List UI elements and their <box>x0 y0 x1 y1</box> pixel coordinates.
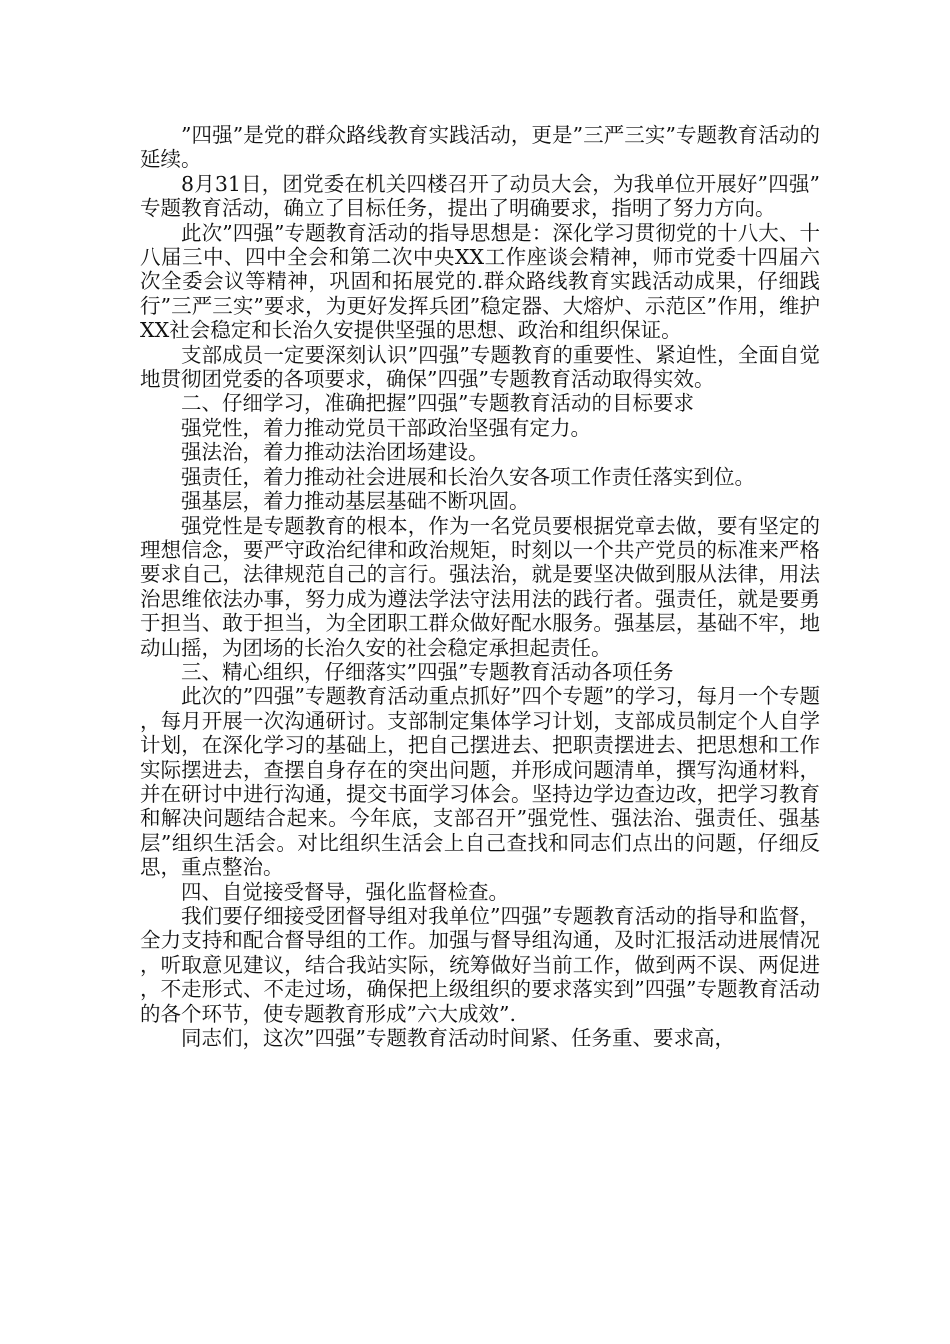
paragraph-10: 强党性是专题教育的根本，作为一名党员要根据党章去做，要有坚定的理想信念，要严守政治纪律和政治规矩，时刻以一个共产党员的标准来严格要求自己，法律规范自己的言行。强法治，就是要坚决做到服从法律，用法治思维依法办事，努力成为遵法学法守法用法的践行者。强责任，就是要勇于担当、敢于担当，为全团职工群众做好配水服务。强基层，基础不牢，地动山摇，为团场的长治久安的社会稳定承担起责任。 <box>140 513 820 660</box>
paragraph-3: 此次”四强”专题教育活动的指导思想是：深化学习贯彻党的十八大、十八届三中、四中全会和第二次中央XX工作座谈会精神，师市党委十四届六次全委会议等精神，巩固和拓展党的.群众路线教育实践活动成果，仔细践行”三严三实”要求，为更好发挥兵团”稳定器、大熔炉、示范区”作用，维护XX社会稳定和长治久安提供坚强的思想、政治和组织保证。 <box>140 220 820 343</box>
section-heading-2: 二、仔细学习，准确把握”四强”专题教育活动的目标要求 <box>181 391 694 416</box>
paragraph-14: 我们要仔细接受团督导组对我单位”四强”专题教育活动的指导和监督，全力支持和配合督导组的工作。加强与督导组沟通，及时汇报活动进展情况，听取意见建议，结合我站实际，统筹做好当前工作，做到两不误、两促进，不走形式、不走过场，确保把上级组织的要求落实到”四强”专题教育活动的各个环节，使专题教育形成”六大成效”. <box>140 904 820 1026</box>
paragraph-15: 同志们，这次”四强”专题教育活动时间紧、任务重、要求高， <box>181 1026 735 1051</box>
paragraph-8: 强责任，着力推动社会进展和长治久安各项工作责任落实到位。 <box>181 464 755 489</box>
paragraph-9: 强基层，着力推动基层基础不断巩固。 <box>181 489 530 514</box>
paragraph-2: 8月31日，团党委在机关四楼召开了动员大会，为我单位开展好”四强”专题教育活动，确立了目标任务，提出了明确要求，指明了努力方向。 <box>140 171 820 221</box>
document-body <box>140 123 820 1050</box>
section-heading-4: 四、自觉接受督导，强化监督检查。 <box>181 879 509 904</box>
paragraph-1: ”四强”是党的群众路线教育实践活动，更是”三严三实”专题教育活动的延续。 <box>140 123 820 172</box>
paragraph-12: 此次的”四强”专题教育活动重点抓好”四个专题”的学习，每月一个专题，每月开展一次沟通研讨。支部制定集体学习计划，支部成员制定个人自学计划，在深化学习的基础上，把自己摆进去、把职责摆进去、把思想和工作实际摆进去，查摆自身存在的突出问题，并形成问题清单，撰写沟通材料，并在研讨中进行沟通，提交书面学习体会。坚持边学边查边改，把学习教育和解决问题结合起来。今年底，支部召开”强党性、强法治、强责任、强基层”组织生活会。对比组织生活会上自己查找和同志们点出的问题，仔细反思，重点整治。 <box>140 684 820 880</box>
paragraph-6: 强党性，着力推动党员干部政治坚强有定力。 <box>181 415 591 440</box>
paragraph-7: 强法治，着力推动法治团场建设。 <box>181 440 489 465</box>
paragraph-4: 支部成员一定要深刻认识”四强”专题教育的重要性、紧迫性，全面自觉地贯彻团党委的各项要求，确保”四强”专题教育活动取得实效。 <box>140 342 820 392</box>
section-heading-3: 三、精心组织，仔细落实”四强”专题教育活动各项任务 <box>181 659 674 684</box>
